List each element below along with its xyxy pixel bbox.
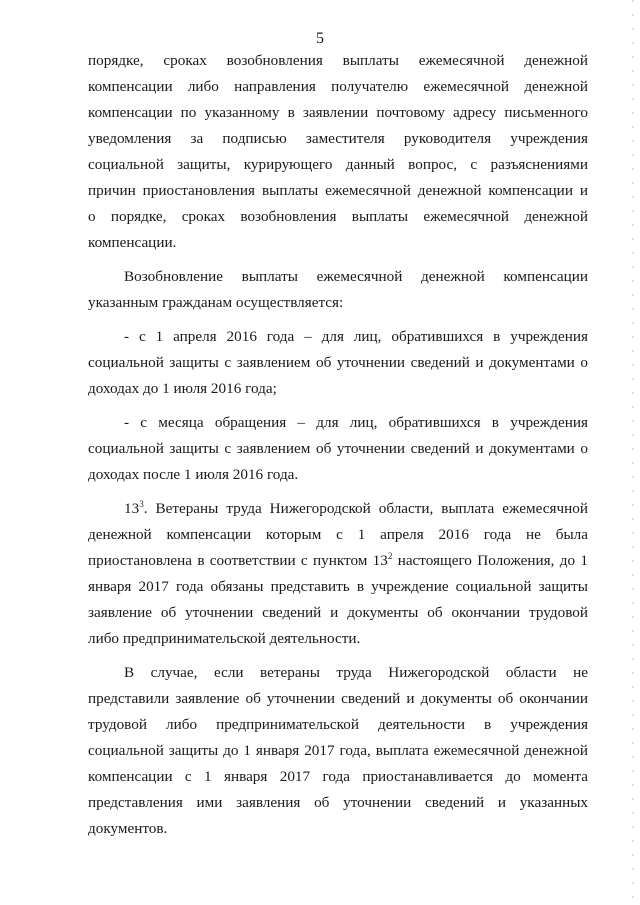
text-line: социальной защиты с заявлением об уточнении сведений и документами о bbox=[88, 354, 588, 371]
text-line: компенсации с 1 января 2017 года приостанавливается до момента bbox=[88, 768, 588, 785]
text-line: компенсации либо направления получателю ежемесячной денежной bbox=[88, 78, 588, 95]
text-line: компенсации. bbox=[88, 234, 177, 251]
text-line: Возобновление выплаты ежемесячной денежной компенсации bbox=[124, 268, 588, 285]
list-item bbox=[88, 410, 588, 488]
clause-superscript: 2 bbox=[387, 551, 393, 561]
page-number: 5 bbox=[316, 30, 324, 47]
paragraph-resumption bbox=[88, 264, 588, 316]
text-line: заявление об уточнении сведений и документы об окончании трудовой bbox=[88, 604, 588, 621]
text-line: социальной защиты, курирующего данный вопрос, с разъяснениями bbox=[88, 156, 588, 173]
text-line: трудовой либо предпринимательской деятельности в учреждения bbox=[88, 716, 588, 733]
text-line: В случае, если ветераны труда Нижегородской области не bbox=[124, 664, 588, 681]
paragraph-suspension bbox=[88, 660, 588, 842]
text-line: - с месяца обращения – для лиц, обратившихся в учреждения bbox=[124, 414, 588, 431]
text-line: социальной защиты с заявлением об уточнении сведений и документами о bbox=[88, 440, 588, 457]
text-line: денежной компенсации которым с 1 апреля 2016 года не была bbox=[88, 526, 588, 543]
text-line bbox=[88, 548, 588, 574]
text-span: . Ветераны труда Нижегородской области, выплата ежемесячной bbox=[143, 500, 588, 517]
text-line bbox=[88, 496, 588, 522]
clause-number: 13 bbox=[124, 500, 140, 517]
text-line: компенсации по указанному в заявлении почтовому адресу письменного bbox=[88, 104, 588, 121]
text-line: уведомления за подписью заместителя руководителя учреждения bbox=[88, 130, 588, 147]
text-line: социальной защиты до 1 января 2017 года, выплата ежемесячной денежной bbox=[88, 742, 588, 759]
text-span: приостановлена в соответствии с пунктом 13 bbox=[88, 552, 388, 569]
text-line: документов. bbox=[88, 820, 168, 837]
text-line: доходах после 1 июля 2016 года. bbox=[88, 466, 299, 483]
text-line: представления ими заявления об уточнении сведений и указанных bbox=[88, 794, 588, 811]
text-line: указанным гражданам осуществляется: bbox=[88, 294, 344, 311]
text-line: либо предпринимательской деятельности. bbox=[88, 630, 361, 647]
text-line: о порядке, сроках возобновления выплаты ежемесячной денежной bbox=[88, 208, 588, 225]
text-line: доходах до 1 июля 2016 года; bbox=[88, 380, 277, 397]
text-span: настоящего Положения, до 1 bbox=[392, 552, 588, 569]
text-line: представили заявление об уточнении сведений и документы об окончании bbox=[88, 690, 588, 707]
text-line: причин приостановления выплаты ежемесячной денежной компенсации и bbox=[88, 182, 588, 199]
list-item bbox=[88, 324, 588, 402]
document-body bbox=[88, 48, 588, 842]
paragraph-13-3 bbox=[88, 496, 588, 652]
paragraph-notification bbox=[88, 48, 588, 256]
text-line: порядке, сроках возобновления выплаты ежемесячной денежной bbox=[88, 52, 588, 69]
clause-superscript: 3 bbox=[139, 499, 144, 509]
text-line: января 2017 года обязаны представить в учреждение социальной защиты bbox=[88, 578, 588, 595]
text-line: - с 1 апреля 2016 года – для лиц, обратившихся в учреждения bbox=[124, 328, 588, 345]
scan-edge-marks bbox=[632, 0, 634, 905]
